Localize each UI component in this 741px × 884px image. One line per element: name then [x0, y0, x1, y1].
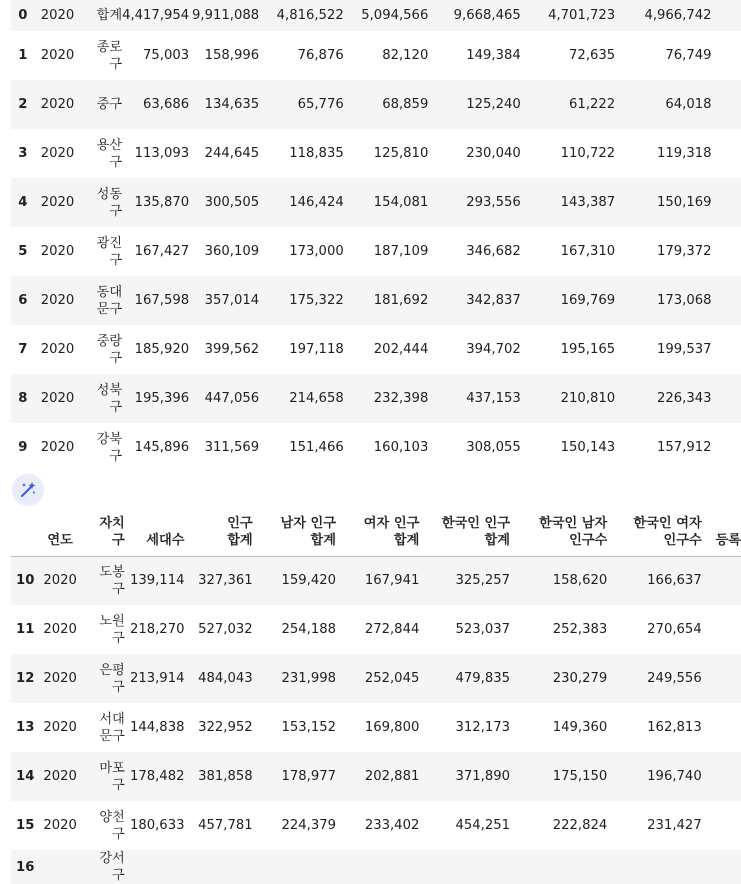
- table-row: [11, 752, 741, 801]
- header-text-line: 구: [112, 532, 125, 548]
- district-name-line: 문구: [96, 301, 123, 317]
- district-name-line: 구: [109, 56, 123, 72]
- cell-korean-total: 479,835: [455, 671, 511, 686]
- cell-korean-male: 149,360: [552, 720, 608, 735]
- cell-female-total: [336, 850, 419, 884]
- cell-korean-female: 166,637: [647, 573, 702, 589]
- cell-district: [80, 0, 122, 31]
- header-text-line: 합계: [227, 532, 253, 548]
- column-header: [702, 513, 741, 556]
- cell-korean-total: 342,837: [466, 293, 521, 308]
- cell-padding: [702, 605, 741, 654]
- table-row: [11, 654, 741, 703]
- cell-korean-female: 226,343: [657, 391, 712, 406]
- cell-year: 2020: [40, 146, 75, 161]
- cell-korean-female: 249,556: [647, 671, 702, 686]
- cell-korean-female: 119,318: [657, 146, 712, 161]
- table-row: [11, 325, 741, 374]
- cell-row-index: 7: [18, 342, 28, 357]
- table-row: [11, 178, 741, 227]
- cell-households: 145,896: [134, 440, 190, 455]
- cell-korean-female: 4,966,742: [644, 8, 712, 23]
- cell-korean-total: 125,240: [466, 97, 521, 112]
- cell-korean-female: [607, 850, 701, 884]
- cell-padding: [712, 178, 741, 227]
- cell-population-total: 484,043: [198, 671, 253, 686]
- cell-district: [81, 752, 125, 801]
- district-name-line: 서대: [99, 711, 125, 727]
- cell-district: [81, 850, 125, 884]
- header-text-line: 여자 인구: [363, 515, 420, 531]
- district-name-line: 성동: [96, 186, 123, 202]
- cell-male-total: [253, 850, 336, 884]
- cell-district: [80, 276, 122, 325]
- cell-korean-male: 167,310: [560, 244, 616, 259]
- district-name-line: 도봉: [99, 564, 125, 580]
- cell-korean-total: 308,055: [466, 440, 521, 455]
- header-text-line: 한국인 남자: [538, 515, 608, 531]
- cell-population-total: 447,056: [204, 391, 260, 406]
- district-name-line: 합계: [96, 8, 123, 23]
- column-header: [510, 513, 607, 556]
- cell-population-total: 9,911,088: [192, 8, 260, 23]
- cell-padding: [702, 850, 741, 884]
- cell-row-index: 15: [16, 818, 35, 833]
- cell-district: [80, 423, 122, 472]
- header-text-line: 합계: [484, 532, 511, 548]
- cell-female-total: 154,081: [373, 195, 429, 210]
- cell-korean-male: 4,701,723: [548, 8, 616, 23]
- cell-households: 195,396: [134, 391, 190, 406]
- cell-row-index: 9: [18, 440, 28, 455]
- cell-year: 2020: [43, 720, 77, 735]
- district-name-line: 구: [112, 679, 125, 695]
- cell-korean-total: 9,668,465: [453, 8, 521, 23]
- cell-korean-female: 76,749: [665, 48, 712, 63]
- cell-male-total: 178,977: [281, 769, 337, 784]
- district-name-line: 중랑: [96, 333, 123, 349]
- cell-female-total: 272,844: [364, 622, 420, 637]
- cell-households: 135,870: [134, 195, 190, 210]
- cell-padding: [712, 325, 741, 374]
- cell-district: [80, 374, 122, 423]
- district-name-line: 강서: [99, 851, 125, 866]
- cell-female-total: 187,109: [373, 244, 429, 259]
- cell-female-total: 82,120: [382, 48, 429, 63]
- cell-households: 167,427: [134, 244, 190, 259]
- cell-population-total: 360,109: [204, 244, 260, 259]
- header-text-line: 한국인 인구: [441, 515, 511, 531]
- cell-korean-total: 346,682: [466, 244, 521, 259]
- column-header: [419, 513, 510, 556]
- header-text-line: 등록: [715, 532, 741, 548]
- cell-korean-total: 371,890: [455, 769, 511, 784]
- cell-korean-male: 175,150: [552, 769, 608, 784]
- district-name-line: 구: [109, 252, 123, 268]
- cell-row-index: 2: [18, 97, 28, 112]
- cell-padding: [712, 374, 741, 423]
- district-name-line: 마포: [99, 760, 125, 776]
- cell-male-total: 153,152: [281, 720, 337, 735]
- cell-korean-male: 110,722: [560, 146, 616, 161]
- cell-padding: [712, 423, 741, 472]
- cell-korean-male: 222,824: [552, 818, 608, 833]
- district-name-line: 문구: [99, 728, 125, 744]
- district-name-line: 구: [112, 581, 125, 597]
- cell-row-index: 11: [16, 622, 35, 637]
- cell-female-total: 233,402: [364, 818, 420, 833]
- header-text-line: 남자 인구: [280, 515, 337, 531]
- table-row: [11, 0, 741, 31]
- cell-population-total: 399,562: [204, 342, 260, 357]
- cell-female-total: 202,881: [364, 769, 420, 784]
- cell-year: 2020: [40, 342, 75, 357]
- cell-korean-male: 210,810: [560, 391, 616, 406]
- cell-households: [125, 850, 185, 884]
- cell-row-index: 6: [18, 293, 28, 308]
- cell-korean-male: 150,143: [560, 440, 616, 455]
- cell-population-total: [184, 850, 252, 884]
- header-text-line: 연도: [47, 532, 73, 548]
- cell-korean-male: 143,387: [560, 195, 616, 210]
- cell-female-total: 202,444: [373, 342, 429, 357]
- cell-district: [80, 80, 122, 129]
- cell-year: 2020: [40, 8, 75, 23]
- cell-households: 4,417,954: [122, 8, 190, 23]
- table-row: [11, 31, 741, 80]
- cell-district: [80, 227, 122, 276]
- cell-korean-male: 61,222: [569, 97, 616, 112]
- cell-padding: [712, 80, 741, 129]
- cell-korean-female: 150,169: [657, 195, 712, 210]
- cell-row-index: 0: [18, 8, 28, 23]
- cell-year: 2020: [40, 244, 75, 259]
- column-header: [81, 513, 125, 556]
- cell-male-total: 76,876: [297, 48, 344, 63]
- cell-male-total: 65,776: [297, 97, 344, 112]
- column-header: [184, 513, 252, 556]
- header-text-line: 합계: [310, 532, 337, 548]
- cell-year: 2020: [40, 293, 75, 308]
- table-row: [11, 850, 741, 884]
- cell-female-total: 252,045: [364, 671, 420, 686]
- magic-wand-icon: [18, 480, 38, 500]
- column-header: [336, 513, 419, 556]
- district-name-line: 강북: [96, 431, 123, 447]
- cell-households: 185,920: [134, 342, 190, 357]
- cell-padding: [702, 703, 741, 752]
- cell-population-total: 311,569: [204, 440, 260, 455]
- cell-male-total: 173,000: [289, 244, 344, 259]
- header-text-line: 세대수: [146, 532, 185, 548]
- cell-korean-total: 394,702: [466, 342, 521, 357]
- cell-households: 178,482: [129, 769, 185, 784]
- cell-female-total: 232,398: [373, 391, 429, 406]
- cell-padding: [712, 227, 741, 276]
- district-name-line: 구: [109, 350, 123, 366]
- cell-row-index: 16: [16, 859, 35, 875]
- table-header-row: [11, 513, 741, 556]
- cell-male-total: 146,424: [289, 195, 344, 210]
- cell-padding: [702, 752, 741, 801]
- cell-population-total: 134,635: [204, 97, 260, 112]
- cell-households: 63,686: [143, 97, 190, 112]
- cell-population-total: 357,014: [204, 293, 260, 308]
- cell-korean-total: 454,251: [455, 818, 511, 833]
- table-row: [11, 556, 741, 605]
- header-text-line: 인구수: [663, 532, 702, 548]
- cell-padding: [702, 801, 741, 850]
- cell-population-total: 527,032: [198, 622, 253, 637]
- cell-year: 2020: [43, 622, 77, 637]
- cell-row-index: 3: [18, 146, 28, 161]
- column-header: [125, 513, 185, 556]
- table-row: [11, 129, 741, 178]
- cell-korean-total: 437,153: [466, 391, 521, 406]
- column-header: [11, 513, 39, 556]
- cell-row-index: 12: [16, 671, 35, 686]
- cell-population-total: 322,952: [198, 720, 253, 735]
- cell-padding: [712, 129, 741, 178]
- cell-district: [81, 801, 125, 850]
- district-name-line: 중구: [96, 97, 123, 112]
- district-name-line: 구: [109, 154, 123, 170]
- district-name-line: 노원: [99, 613, 125, 629]
- cell-korean-total: 523,037: [455, 622, 511, 637]
- cell-year: 2020: [40, 440, 75, 455]
- table-row: [11, 80, 741, 129]
- cell-female-total: 167,941: [364, 573, 420, 589]
- cell-korean-male: 158,620: [552, 573, 608, 589]
- data-table-bottom: [11, 513, 741, 884]
- cell-korean-male: 169,769: [560, 293, 616, 308]
- cell-male-total: 254,188: [281, 622, 337, 637]
- cell-korean-female: 199,537: [657, 342, 712, 357]
- column-header: [253, 513, 336, 556]
- cell-district: [80, 178, 122, 227]
- district-name-line: 구: [109, 448, 123, 464]
- cell-households: 213,914: [129, 671, 185, 686]
- cell-korean-total: 293,556: [466, 195, 521, 210]
- cell-male-total: 231,998: [281, 671, 337, 686]
- cell-female-total: 160,103: [373, 440, 429, 455]
- cell-row-index: 14: [16, 769, 35, 784]
- district-name-line: 구: [112, 630, 125, 646]
- cell-year: 2020: [40, 195, 75, 210]
- cell-korean-female: 157,912: [657, 440, 712, 455]
- cell-households: 139,114: [129, 573, 185, 589]
- header-text-line: 인구: [227, 515, 253, 531]
- cell-year: 2020: [43, 769, 77, 784]
- cell-korean-total: 312,173: [455, 720, 511, 735]
- cell-households: 180,633: [129, 818, 185, 833]
- magic-wand-button[interactable]: [12, 474, 44, 506]
- cell-district: [80, 129, 122, 178]
- cell-district: [80, 31, 122, 80]
- cell-row-index: 4: [18, 195, 28, 210]
- cell-district: [81, 703, 125, 752]
- district-name-line: 광진: [96, 235, 123, 251]
- cell-year: 2020: [40, 391, 75, 406]
- cell-male-total: 118,835: [289, 146, 344, 161]
- district-name-line: 구: [112, 777, 125, 793]
- cell-male-total: 214,658: [289, 391, 344, 406]
- cell-population-total: 381,858: [198, 769, 253, 784]
- cell-year: [39, 850, 81, 884]
- cell-male-total: 151,466: [289, 440, 344, 455]
- table-row: [11, 276, 741, 325]
- cell-year: 2020: [40, 48, 75, 63]
- cell-male-total: 197,118: [289, 342, 344, 357]
- cell-korean-male: 252,383: [552, 622, 608, 637]
- district-name-line: 구: [112, 826, 125, 842]
- cell-korean-male: 195,165: [560, 342, 616, 357]
- cell-male-total: 4,816,522: [276, 8, 344, 23]
- cell-male-total: 224,379: [281, 818, 337, 833]
- cell-households: 75,003: [143, 48, 190, 63]
- cell-district: [81, 654, 125, 703]
- cell-row-index: 8: [18, 391, 28, 406]
- cell-korean-female: 162,813: [647, 720, 702, 735]
- cell-district: [81, 556, 125, 605]
- table-row: [11, 703, 741, 752]
- cell-district: [80, 325, 122, 374]
- district-name-line: 구: [109, 203, 123, 219]
- district-name-line: 양천: [99, 809, 125, 825]
- cell-row-index: 1: [18, 48, 28, 63]
- cell-female-total: 68,859: [382, 97, 429, 112]
- header-text-line: 인구수: [569, 532, 608, 548]
- cell-population-total: 327,361: [198, 573, 253, 589]
- cell-male-total: 175,322: [289, 293, 344, 308]
- cell-female-total: 125,810: [373, 146, 429, 161]
- district-name-line: 성북: [96, 382, 123, 398]
- cell-female-total: 181,692: [373, 293, 429, 308]
- cell-female-total: 169,800: [364, 720, 420, 735]
- cell-households: 218,270: [129, 622, 185, 637]
- cell-population-total: 158,996: [204, 48, 260, 63]
- district-name-line: 종로: [96, 39, 123, 55]
- table-row: [11, 227, 741, 276]
- district-name-line: 용산: [96, 137, 123, 153]
- cell-korean-female: 173,068: [657, 293, 712, 308]
- district-name-line: 은평: [99, 662, 125, 678]
- cell-korean-total: 230,040: [466, 146, 521, 161]
- header-text-line: 한국인 여자: [633, 515, 702, 531]
- cell-population-total: 300,505: [204, 195, 260, 210]
- cell-padding: [702, 556, 741, 605]
- cell-district: [81, 605, 125, 654]
- cell-korean-male: 230,279: [552, 671, 608, 686]
- cell-row-index: 10: [16, 573, 35, 589]
- cell-korean-female: 179,372: [657, 244, 712, 259]
- cell-korean-female: 231,427: [647, 818, 702, 833]
- cell-row-index: 13: [16, 720, 35, 735]
- cell-households: 113,093: [134, 146, 190, 161]
- table-row: [11, 801, 741, 850]
- district-name-line: 구: [112, 868, 125, 883]
- cell-korean-male: [510, 850, 607, 884]
- cell-korean-total: [419, 850, 510, 884]
- cell-padding: [702, 654, 741, 703]
- table-row: [11, 374, 741, 423]
- cell-row-index: 5: [18, 244, 28, 259]
- cell-korean-male: 72,635: [569, 48, 616, 63]
- cell-korean-female: 64,018: [665, 97, 712, 112]
- cell-korean-female: 270,654: [647, 622, 702, 637]
- district-name-line: 구: [109, 399, 123, 415]
- cell-female-total: 5,094,566: [361, 8, 429, 23]
- cell-male-total: 159,420: [281, 573, 337, 589]
- cell-households: 167,598: [134, 293, 190, 308]
- cell-population-total: 457,781: [198, 818, 253, 833]
- table-row: [11, 423, 741, 472]
- cell-population-total: 244,645: [204, 146, 260, 161]
- table-row: [11, 605, 741, 654]
- cell-korean-total: 149,384: [466, 48, 521, 63]
- cell-padding: [712, 0, 741, 31]
- cell-households: 144,838: [129, 720, 185, 735]
- column-header: [607, 513, 701, 556]
- cell-padding: [712, 276, 741, 325]
- header-text-line: 자치: [99, 515, 125, 531]
- data-table-top: [11, 0, 741, 472]
- column-header: [39, 513, 81, 556]
- header-text-line: 합계: [393, 532, 420, 548]
- cell-year: 2020: [43, 671, 77, 686]
- district-name-line: 동대: [96, 284, 123, 300]
- cell-korean-total: 325,257: [455, 573, 511, 589]
- cell-year: 2020: [40, 97, 75, 112]
- cell-korean-female: 196,740: [647, 769, 702, 784]
- cell-year: 2020: [43, 818, 77, 833]
- cell-padding: [712, 31, 741, 80]
- cell-year: 2020: [43, 573, 77, 589]
